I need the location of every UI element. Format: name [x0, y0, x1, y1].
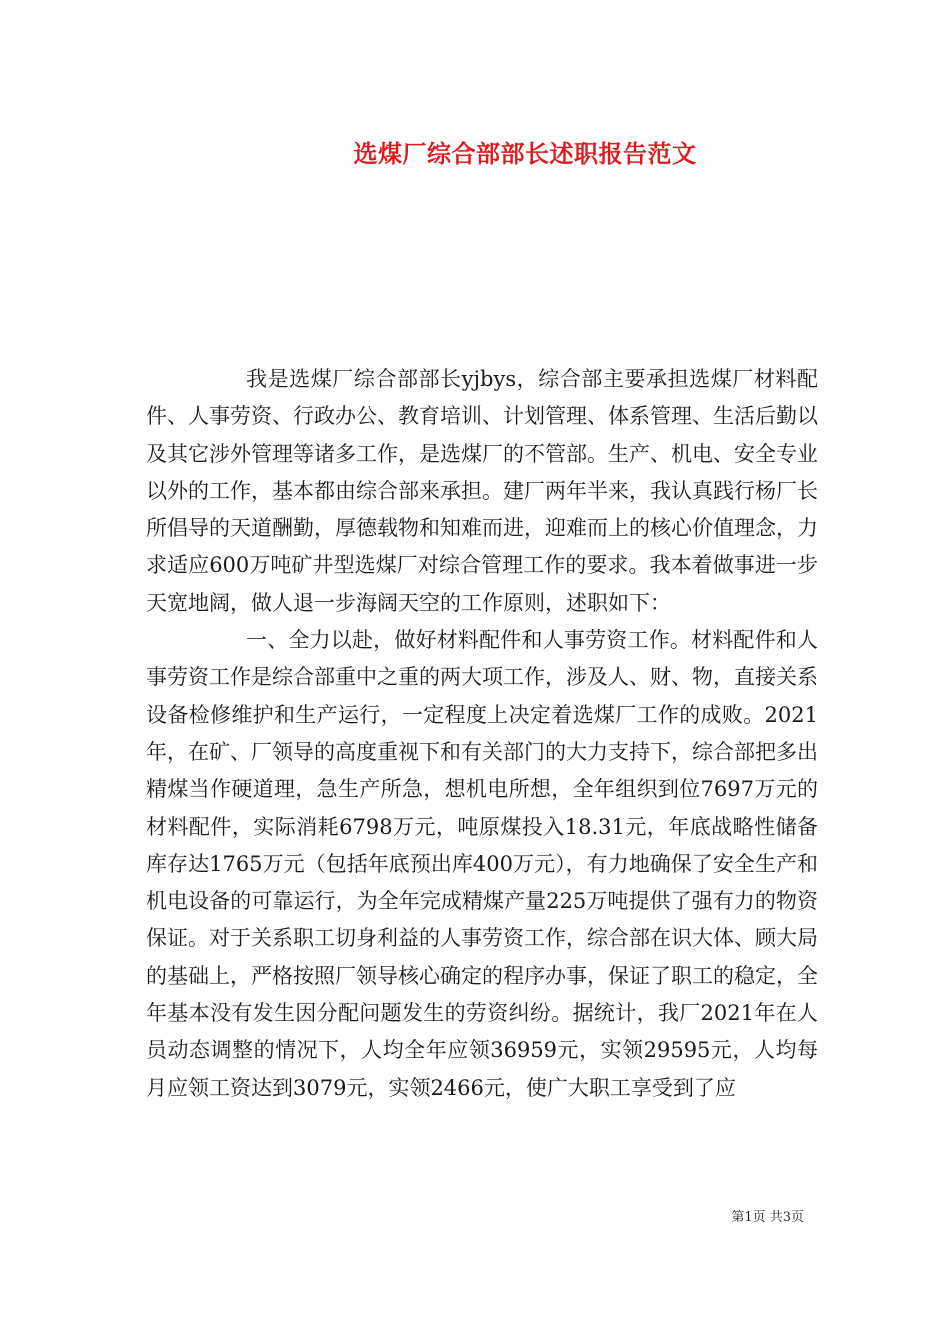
document-body: [146, 361, 818, 1107]
document-title: 选煤厂综合部部长述职报告范文: [353, 139, 697, 168]
paragraph-section-one: 一、全力以赴，做好材料配件和人事劳资工作。材料配件和人事劳资工作是综合部重中之重的两大项工作，涉及人、财、物，直接关系设备检修维护和生产运行，一定程度上决定着选煤厂工作的成败。2021年，在矿、厂领导的高度重视下和有关部门的大力支持下，综合部把多出精煤当作硬道理，急生产所急，想机电所想，全年组织到位7697万元的材料配件，实际消耗6798万元，吨原煤投入18.31元，年底战略性储备库存达1765万元（包括年底预出库400万元），有力地确保了安全生产和机电设备的可靠运行，为全年完成精煤产量225万吨提供了强有力的物资保证。对于关系职工切身利益的人事劳资工作，综合部在识大体、顾大局的基础上，严格按照厂领导核心确定的程序办事，保证了职工的稳定，全年基本没有发生因分配问题发生的劳资纠纷。据统计，我厂2021年在人员动态调整的情况下，人均全年应领36959元，实领29595元，人均每月应领工资达到3079元，实领2466元，使广大职工享受到了应: [146, 628, 818, 1100]
paragraph-intro: 我是选煤厂综合部部长yjbys，综合部主要承担选煤厂材料配件、人事劳资、行政办公、教育培训、计划管理、体系管理、生活后勤以及其它涉外管理等诸多工作，是选煤厂的不管部。生产、机电、安全专业以外的工作，基本都由综合部来承担。建厂两年半来，我认真践行杨厂长所倡导的天道酬勤，厚德载物和知难而进，迎难而上的核心价值理念，力求适应600万吨矿井型选煤厂对综合管理工作的要求。我本着做事进一步天宽地阔，做人退一步海阔天空的工作原则，述职如下：: [146, 367, 818, 615]
page-number-footer: 第1页 共3页: [731, 1210, 804, 1225]
